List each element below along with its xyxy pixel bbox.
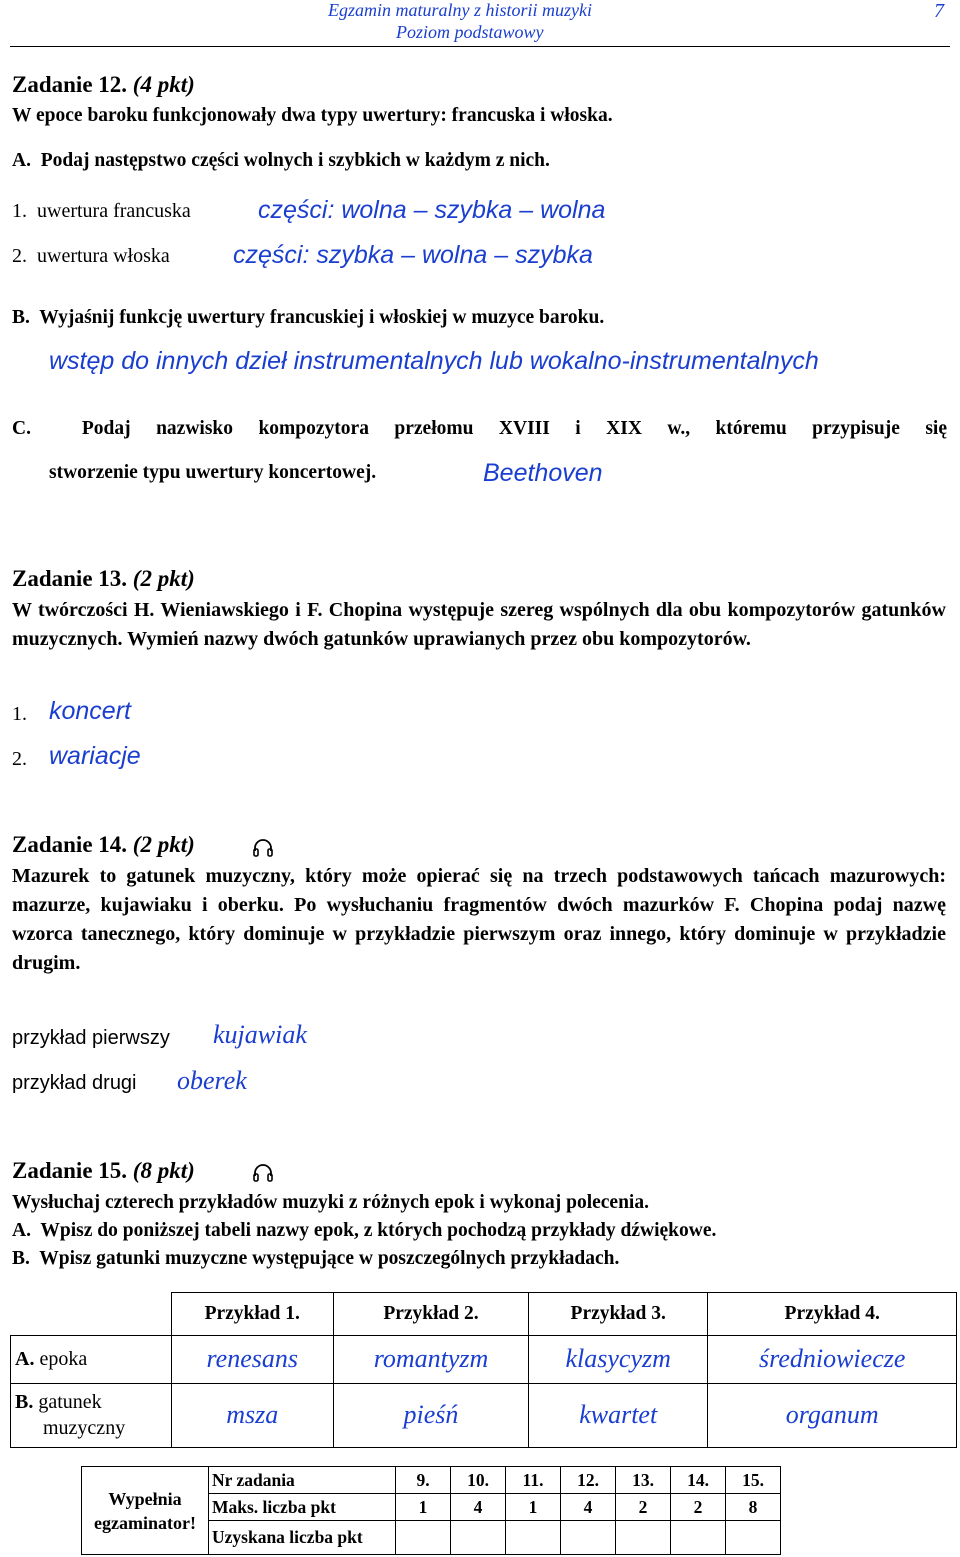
epoka-cell[interactable]: renesans xyxy=(171,1335,334,1383)
task-13-title: Zadanie 13. xyxy=(12,566,128,591)
task-number-cell: 10. xyxy=(451,1467,506,1494)
max-points-cell: 1 xyxy=(506,1494,561,1521)
task-15-b-text: Wpisz gatunki muzyczne występujące w poszczególnych przykładach. xyxy=(39,1248,620,1269)
task-12-points: (4 pkt) xyxy=(132,72,195,97)
gatunek-cell[interactable]: kwartet xyxy=(528,1383,707,1447)
task-12-b-text: Wyjaśnij funkcję uwertury francuskiej i włoskiej w muzyce baroku. xyxy=(39,307,605,328)
page-number: 7 xyxy=(934,0,944,22)
row-b-label-2: muzyczny xyxy=(43,1417,126,1439)
obtained-points-cell[interactable] xyxy=(561,1521,616,1555)
gatunek-cell[interactable]: msza xyxy=(171,1383,334,1447)
obtained-points-cell[interactable] xyxy=(396,1521,451,1555)
task-15-b xyxy=(12,1248,619,1270)
task-12-a xyxy=(12,150,550,172)
task-12-b-answer[interactable]: wstęp do innych dzieł instrumentalnych lub wokalno-instrumentalnych xyxy=(49,347,819,375)
task-12-c-label: C. xyxy=(12,418,31,439)
epoka-cell[interactable]: klasycyzm xyxy=(528,1335,707,1383)
task-15-points: (8 pkt) xyxy=(132,1158,195,1183)
task-12-heading xyxy=(12,72,195,98)
column-header: Przykład 3. xyxy=(528,1293,707,1336)
obtained-points-cell[interactable] xyxy=(506,1521,561,1555)
task-15-title: Zadanie 15. xyxy=(12,1158,128,1183)
examiner-note-line-2: egzaminator! xyxy=(94,1512,196,1533)
row-a-label: epoka xyxy=(39,1347,88,1370)
task-12-item-2 xyxy=(12,245,170,268)
gatunek-cell[interactable]: pieśń xyxy=(334,1383,529,1447)
item-2-label: uwertura włoska xyxy=(37,245,170,267)
task-12-answer-1[interactable]: części: wolna – szybka – wolna xyxy=(258,196,606,224)
task-12-a-text: Podaj następstwo części wolnych i szybkich w każdym z nich. xyxy=(40,150,550,171)
task-15-a xyxy=(12,1220,716,1242)
task-14-ex2-answer[interactable]: oberek xyxy=(177,1066,247,1095)
task-12-intro: W epoce baroku funkcjonowały dwa typy uwertury: francuska i włoska. xyxy=(12,105,613,126)
task-12-c-text-1: Podaj nazwisko kompozytora przełomu XVIII i XIX w., któremu przypisuje się xyxy=(81,418,947,439)
task-12-a-label: A. xyxy=(12,150,31,171)
task-12-c xyxy=(12,418,947,440)
header-title: Egzamin maturalny z historii muzyki xyxy=(328,0,592,20)
column-header: Przykład 4. xyxy=(708,1293,957,1336)
item-1-number: 1. xyxy=(12,200,27,222)
max-points-cell: 1 xyxy=(396,1494,451,1521)
obtained-points-cell[interactable] xyxy=(726,1521,781,1555)
epoka-cell[interactable]: średniowiecze xyxy=(708,1335,957,1383)
max-points-cell: 4 xyxy=(451,1494,506,1521)
max-points-cell: 8 xyxy=(726,1494,781,1521)
task-14-ex2-label: przykład drugi xyxy=(12,1072,137,1094)
row-b-prefix: B. xyxy=(15,1391,34,1413)
row-b-label-1: gatunek xyxy=(38,1391,102,1413)
task-14-text: Mazurek to gatunek muzyczny, który może opierać się na trzech podstawowych tańcach mazurowych: mazurze, kujawiaku i oberku. Po wysłuchaniu fragmentów dwóch mazurków F. Chopina podaj nazwę wzorca tanecznego, który dominuje w przykładzie pierwszym oraz innego, który dominuje w przykładzie drugim. xyxy=(12,865,946,974)
task-15-a-text: Wpisz do poniższej tabeli nazwy epok, z których pochodzą przykłady dźwiękowe. xyxy=(40,1220,717,1241)
scoring-table xyxy=(81,1466,781,1555)
row-label-max-points: Maks. liczba pkt xyxy=(209,1494,396,1521)
task-12-title: Zadanie 12. xyxy=(12,72,128,97)
obtained-points-cell[interactable] xyxy=(616,1521,671,1555)
task-14-ex1-label: przykład pierwszy xyxy=(12,1027,170,1049)
headphones-icon xyxy=(252,1163,274,1183)
examiner-note-line-1: Wypełnia xyxy=(108,1488,182,1509)
obtained-points-cell[interactable] xyxy=(671,1521,726,1555)
task-number-cell: 9. xyxy=(396,1467,451,1494)
task-number-cell: 15. xyxy=(726,1467,781,1494)
task-12-b xyxy=(12,307,604,329)
item-1-label: uwertura francuska xyxy=(37,200,191,222)
epoka-cell[interactable]: romantyzm xyxy=(334,1335,529,1383)
max-points-cell: 2 xyxy=(671,1494,726,1521)
task-12-c-answer[interactable]: Beethoven xyxy=(483,459,603,487)
task-15-intro: Wysłuchaj czterech przykładów muzyki z różnych epok i wykonaj polecenia. xyxy=(12,1192,649,1213)
task-number-cell: 14. xyxy=(671,1467,726,1494)
max-points-cell: 2 xyxy=(616,1494,671,1521)
row-a-prefix: A. xyxy=(15,1347,35,1370)
column-header: Przykład 2. xyxy=(334,1293,529,1336)
task-15-heading xyxy=(12,1158,195,1184)
task-13-item-1-number: 1. xyxy=(12,703,27,725)
row-label-gatunek xyxy=(11,1383,172,1447)
table-corner xyxy=(11,1293,172,1336)
item-2-number: 2. xyxy=(12,245,27,267)
task-12-c-text-2: stworzenie typu uwertury koncertowej. xyxy=(49,462,377,483)
task-13-answer-2[interactable]: wariacje xyxy=(49,742,141,770)
task-13-points: (2 pkt) xyxy=(132,566,195,591)
task-14-points: (2 pkt) xyxy=(132,832,195,857)
row-label-task-number: Nr zadania xyxy=(209,1467,396,1494)
examiner-note xyxy=(82,1467,209,1555)
max-points-cell: 4 xyxy=(561,1494,616,1521)
task-12-item-1 xyxy=(12,200,191,223)
column-header: Przykład 1. xyxy=(171,1293,334,1336)
task-15-a-label: A. xyxy=(12,1220,31,1241)
task-14-heading xyxy=(12,832,195,858)
task-14-title: Zadanie 14. xyxy=(12,832,128,857)
task-number-cell: 12. xyxy=(561,1467,616,1494)
task-12-answer-2[interactable]: części: szybka – wolna – szybka xyxy=(233,241,593,269)
headphones-icon xyxy=(252,838,274,858)
task-15-answer-table xyxy=(10,1292,957,1448)
task-12-b-label: B. xyxy=(12,307,30,328)
row-label-obtained-points: Uzyskana liczba pkt xyxy=(209,1521,396,1555)
header-subtitle: Poziom podstawowy xyxy=(396,22,544,42)
task-13-text: W twórczości H. Wieniawskiego i F. Chopina występuje szereg wspólnych dla obu kompozytorów gatunków muzycznych. Wymień nazwy dwóch gatunków uprawianych przez obu kompozytorów. xyxy=(12,599,946,650)
task-number-cell: 13. xyxy=(616,1467,671,1494)
task-number-cell: 11. xyxy=(506,1467,561,1494)
row-label-epoka xyxy=(11,1335,172,1383)
task-14-ex1-answer[interactable]: kujawiak xyxy=(213,1020,307,1049)
gatunek-cell[interactable]: organum xyxy=(708,1383,957,1447)
task-15-b-label: B. xyxy=(12,1248,30,1269)
obtained-points-cell[interactable] xyxy=(451,1521,506,1555)
task-13-heading xyxy=(12,566,195,592)
header-rule xyxy=(10,46,950,47)
task-13-item-2-number: 2. xyxy=(12,748,27,770)
task-13-answer-1[interactable]: koncert xyxy=(49,697,131,725)
